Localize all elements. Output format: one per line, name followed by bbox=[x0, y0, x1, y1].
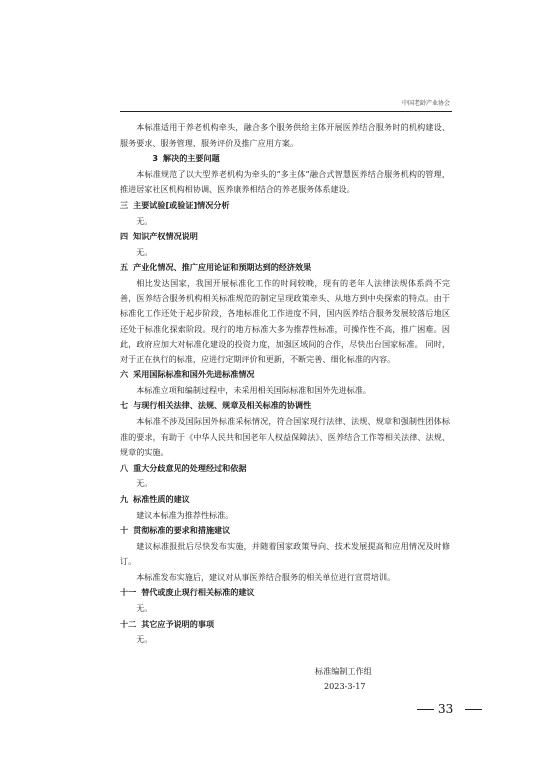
header-organization: 中国老龄产业协会 bbox=[401, 100, 450, 107]
heading-number: 七 bbox=[120, 400, 129, 411]
section-heading bbox=[120, 367, 450, 383]
page-footer bbox=[0, 702, 550, 716]
signature-org: 标准编制工作组 bbox=[315, 665, 372, 676]
page-number: 33 bbox=[438, 702, 454, 716]
section-heading bbox=[120, 198, 450, 214]
section-answer: 无。 bbox=[136, 478, 153, 489]
body-paragraph: 建议标准报批后尽快发布实施，并随着国家政策导向、技术发展提高和应用情况及时修订。 bbox=[120, 540, 450, 567]
body-paragraph: 本标准规范了以大型养老机构为牵头的“多主体”融合式智慧医养结合服务机构的管理，推进居家社区机构相协调、医养康养相结合的养老服务体系建设。 bbox=[120, 168, 450, 195]
heading-title: 贯彻标准的要求和措施建议 bbox=[133, 525, 231, 536]
heading-title: 主要试验[或验证]情况分析 bbox=[133, 199, 230, 210]
heading-title: 其它应予说明的事项 bbox=[141, 618, 215, 629]
section-answer: 无。 bbox=[136, 215, 153, 226]
footer-dash-right bbox=[465, 709, 482, 710]
section-heading bbox=[120, 617, 450, 633]
heading-title: 替代或废止现行相关标准的建议 bbox=[141, 587, 255, 598]
section-answer: 无。 bbox=[136, 634, 153, 645]
body-paragraph: 本标准立项和编制过程中，未采用相关国际标准和国外先进标准。 bbox=[136, 384, 371, 395]
heading-title: 与现行相关法律、法规、规章及相关标准的协调性 bbox=[133, 400, 312, 411]
heading-number: 十 bbox=[120, 525, 129, 536]
body-paragraph: 建议本标准为推荐性标准。 bbox=[136, 509, 234, 520]
document-body bbox=[120, 120, 450, 694]
heading-number: 八 bbox=[120, 462, 129, 473]
heading-number: 十一 bbox=[120, 587, 137, 598]
signature-date: 2023-3-17 bbox=[324, 680, 366, 691]
heading-title: 知识产权情况说明 bbox=[133, 231, 198, 242]
body-paragraph: 本标准适用于养老机构牵头，融合多个服务供给主体开展医养结合服务时的机构建设、服务要求、服务管理、服务评价及推广应用方案。 bbox=[120, 122, 450, 148]
heading-number: 五 bbox=[120, 262, 129, 273]
heading-number: 三 bbox=[120, 199, 129, 210]
header-rule bbox=[120, 111, 452, 112]
section-heading bbox=[120, 492, 450, 508]
section-heading bbox=[120, 585, 450, 601]
body-paragraph: 本标准发布实施后，建议对从事医养结合服务的相关单位进行宣贯培训。 bbox=[136, 571, 396, 582]
heading-title: 标准性质的建议 bbox=[133, 493, 190, 504]
section-heading bbox=[120, 461, 450, 477]
heading-title: 重大分歧意见的处理经过和依据 bbox=[133, 462, 247, 473]
heading-title: 产业化情况、推广应用论证和预期达到的经济效果 bbox=[133, 262, 312, 273]
heading-title: 采用国际标准和国外先进标准情况 bbox=[133, 369, 255, 380]
heading-title: 解决的主要问题 bbox=[163, 153, 220, 164]
section-heading bbox=[120, 523, 450, 539]
section-heading bbox=[120, 398, 450, 414]
heading-number: 六 bbox=[120, 369, 129, 380]
subsection-heading bbox=[120, 151, 450, 167]
body-paragraph: 相比发达国家，我国开展标准化工作的时间较晚，现有的老年人法律法规体系尚不完善，医养结合服务机构相关标准规范的制定呈现政策牵头、从地方到中央探索的特点。由于标准化工作还处于起步阶段，各地标准化工作进度不同，国内医养结合服务发展较落后地区还处于标准化探索阶段。现行的地方标准大多为推荐性标准，可操作性不高，推广困难。因此，政府应加大对标准化建设的投资力度，加强区域间的合作，尽快出台国家标准。 同时，对于正在执行的标准，应进行定期评价和更新，不断完善、细化标准的内容。 bbox=[120, 277, 450, 364]
section-heading bbox=[120, 229, 450, 245]
section-heading bbox=[120, 260, 450, 276]
heading-number: 九 bbox=[120, 493, 129, 504]
section-answer: 无。 bbox=[136, 603, 153, 614]
body-paragraph: 本标准不涉及国际国外标准采标情况，符合国家现行法律、法规、规章和强制性团体标准的要求，有助于《中华人民共和国老年人权益保障法》、医养结合工作等相关法律、法规、规章的实施。 bbox=[120, 415, 450, 458]
heading-number: 四 bbox=[120, 231, 129, 242]
section-answer: 无。 bbox=[136, 246, 153, 257]
heading-number: 3 bbox=[152, 153, 159, 164]
footer-dash-left bbox=[417, 709, 434, 710]
signature-block bbox=[120, 664, 450, 694]
heading-number: 十二 bbox=[120, 618, 137, 629]
